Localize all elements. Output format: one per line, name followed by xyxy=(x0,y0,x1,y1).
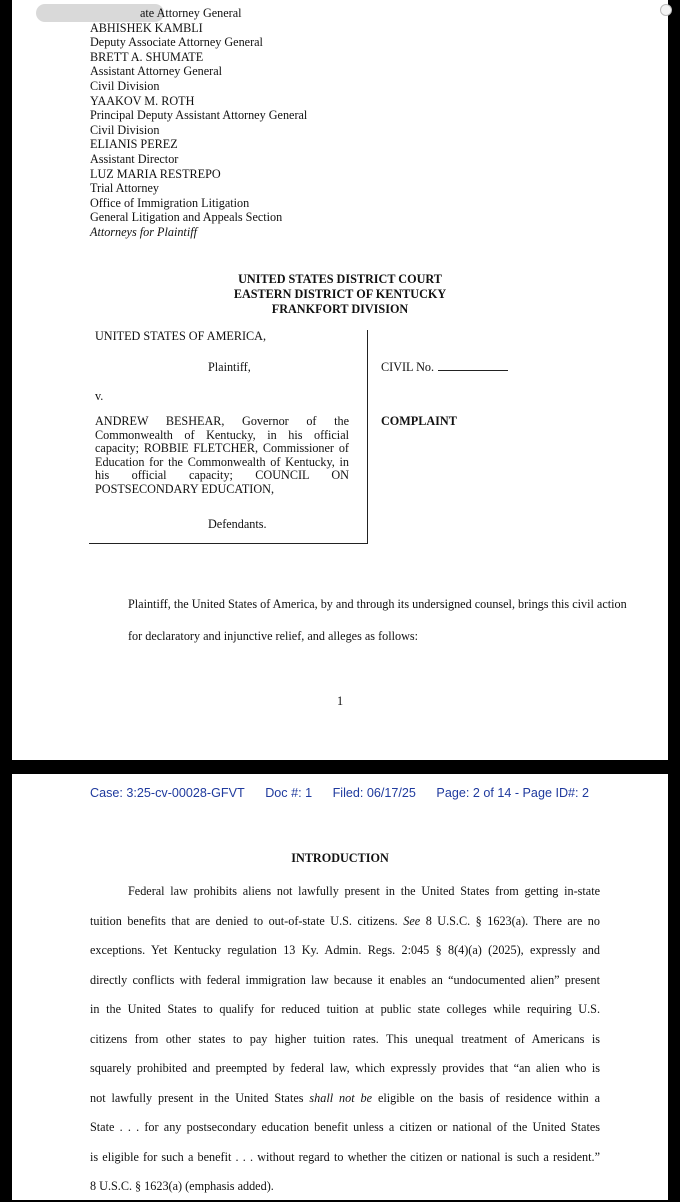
paragraph-line: in the United States to qualify for reduced tuition at public state colleges while requiring U.S. xyxy=(90,1002,600,1016)
paragraph-line: citizens from other states to pay higher tuition rates. This unequal treatment of Americans is xyxy=(90,1031,600,1046)
page-number: 1 xyxy=(336,694,344,708)
attorney-line: General Litigation and Appeals Section xyxy=(90,210,283,225)
more-options-icon[interactable] xyxy=(660,4,672,16)
attorney-line: BRETT A. SHUMATE xyxy=(90,49,204,64)
attorney-block xyxy=(90,6,307,240)
court-name: UNITED STATES DISTRICT COURT xyxy=(238,272,442,286)
plaintiff-role: Plaintiff, xyxy=(208,360,251,374)
filed-date: Filed: 06/17/25 xyxy=(332,786,416,800)
defendants-list: ANDREW BESHEAR, Governor of the Commonwealth of Kentucky, in his official capacity; ROBBIE FLETCHER, Commissioner of Education for the Commonwealth of Kentucky, in his official capacity; COUNCIL ON POSTSECONDARY EDUCATION, xyxy=(95,414,349,496)
defendants-role: Defendants. xyxy=(208,517,267,531)
paragraph-line: 8 U.S.C. § 1623(a) (emphasis added). xyxy=(90,1179,274,1193)
paragraph-line: is eligible for such a benefit . . . without regard to whether the citizen or national is such a resident.” xyxy=(90,1149,600,1164)
attorney-line: Deputy Associate Attorney General xyxy=(90,35,263,50)
paragraph-line: not lawfully present in the United States shall not be eligible on the basis of residence within a xyxy=(90,1090,601,1105)
attorney-line: Trial Attorney xyxy=(90,181,159,196)
attorney-line: ELIANIS PEREZ xyxy=(90,137,178,152)
attorney-line: YAAKOV M. ROTH xyxy=(90,93,195,108)
attorney-line: Assistant Attorney General xyxy=(90,64,223,79)
paragraph-line: Federal law prohibits aliens not lawfully present in the United States from getting in-state xyxy=(128,884,600,898)
section-title: INTRODUCTION xyxy=(291,851,389,865)
ecf-header xyxy=(90,786,606,800)
caption-divider-horizontal xyxy=(89,543,368,544)
page-id: Page: 2 of 14 - Page ID#: 2 xyxy=(436,786,590,800)
paragraph-line: squarely prohibited and preempted by federal law, which expressly provides that “an alien who is xyxy=(90,1061,600,1075)
paragraph-line: tuition benefits that are denied to out-of-state U.S. citizens. See 8 U.S.C. § 1623(a). There are no xyxy=(90,913,600,928)
civil-number-label: CIVIL No. xyxy=(381,360,435,374)
attorney-line: ate Attorney General xyxy=(140,6,242,20)
court-division: FRANKFORT DIVISION xyxy=(271,302,409,316)
versus-mark: v. xyxy=(95,389,104,403)
doc-number: Doc #: 1 xyxy=(265,786,313,800)
opening-paragraph: Plaintiff, the United States of America, by and through its undersigned counsel, brings this civil action for declaratory and injunctive relief, and alleges as follows: xyxy=(128,597,627,643)
complaint-page-2 xyxy=(12,774,668,1200)
paragraph-line: directly conflicts with federal immigration law because it enables an “undocumented alien” present xyxy=(90,972,600,987)
civil-number-blank xyxy=(438,360,508,371)
attorney-line: Principal Deputy Assistant Attorney General xyxy=(90,108,308,123)
introduction-paragraph xyxy=(90,877,600,1202)
court-district: EASTERN DISTRICT OF KENTUCKY xyxy=(233,287,447,301)
attorney-line: Office of Immigration Litigation xyxy=(90,195,250,210)
plaintiff-name: UNITED STATES OF AMERICA, xyxy=(95,329,267,343)
attorney-line: LUZ MARIA RESTREPO xyxy=(90,166,221,181)
paragraph-line: exceptions. Yet Kentucky regulation 13 Ky. Admin. Regs. 2:045 § 8(4)(a) (2025), expressly and xyxy=(90,943,600,957)
attorney-line: ABHISHEK KAMBLI xyxy=(90,20,203,35)
attorney-line: Assistant Director xyxy=(90,151,179,166)
document-type: COMPLAINT xyxy=(381,414,457,428)
attorney-line: Civil Division xyxy=(90,122,160,137)
caption-divider-vertical xyxy=(367,330,368,544)
case-number: Case: 3:25-cv-00028-GFVT xyxy=(90,786,245,800)
attorneys-for-plaintiff: Attorneys for Plaintiff xyxy=(90,224,197,239)
complaint-page-1 xyxy=(12,0,668,760)
attorney-line: Civil Division xyxy=(90,78,160,93)
paragraph-line: State . . . for any postsecondary education benefit unless a citizen or national of the United States xyxy=(90,1120,600,1134)
court-heading xyxy=(12,272,668,317)
civil-number xyxy=(381,360,508,375)
